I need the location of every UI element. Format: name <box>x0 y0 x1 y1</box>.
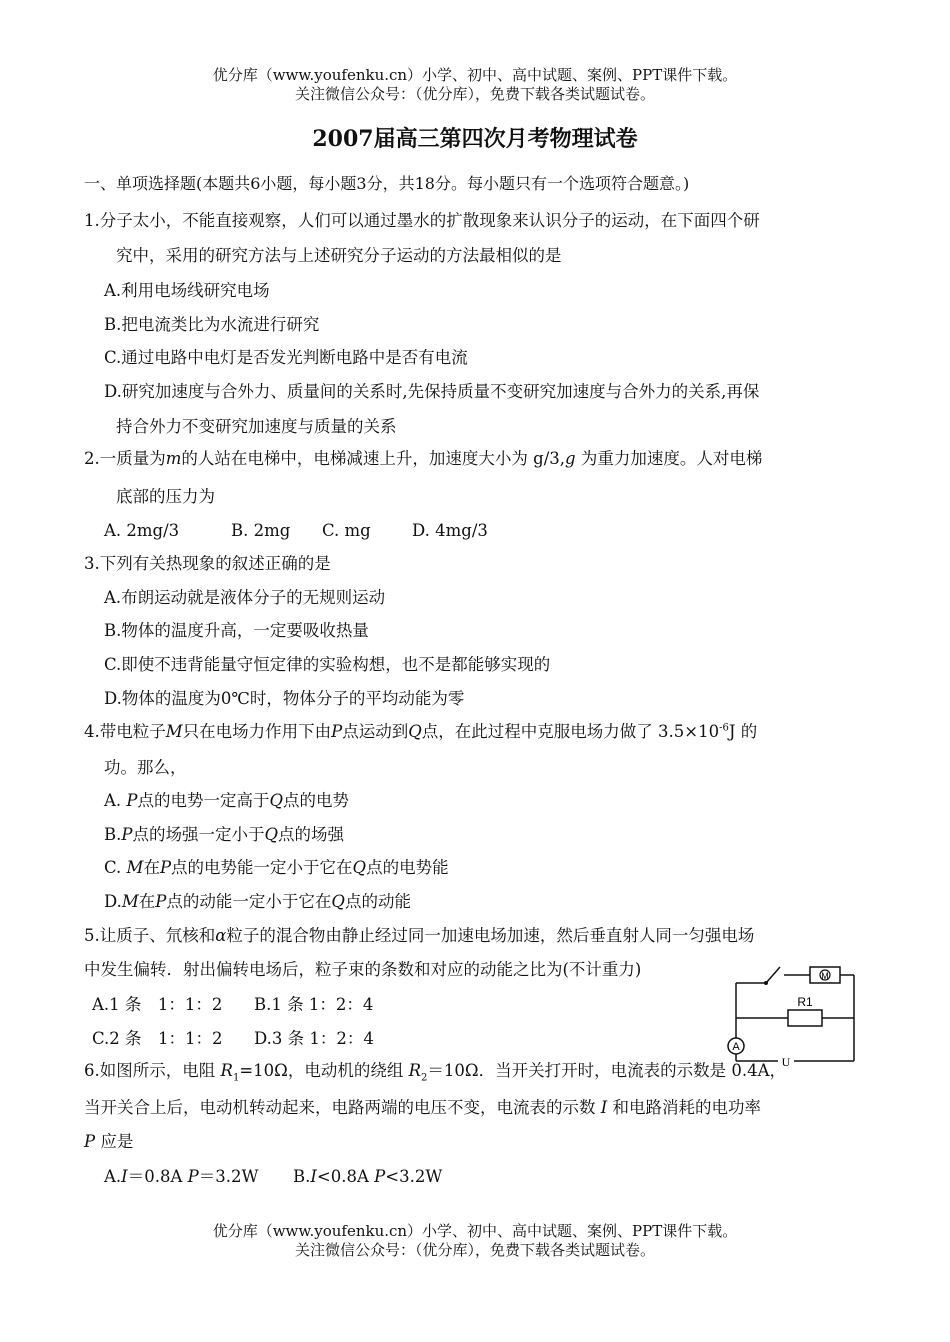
q6-ohm-2: Ω <box>464 1061 479 1080</box>
q6-text-b: =10 <box>239 1061 275 1080</box>
q4-stem-line2: 功。那么， <box>104 758 187 777</box>
q4-d-post: 点的动能 <box>344 892 411 911</box>
q4-c-mid1: 在 <box>143 858 160 877</box>
q6-a-post: ＝3.2W <box>198 1167 259 1186</box>
q6-var-i: I <box>600 1098 608 1117</box>
q4-var-q: Q <box>408 722 422 741</box>
q4-b-var-p: P <box>121 825 133 844</box>
resistor-label: R1 <box>797 995 813 1009</box>
q4-d-mid1: 在 <box>138 892 156 911</box>
q5-text-b: 粒子的混合物由静止经过同一加速电场加速，然后垂直射人同一匀强电场 <box>226 926 755 945</box>
q6-text-f: 当开关合上后，电动机转动起来，电路两端的电压不变，电流表的示数 <box>84 1098 601 1117</box>
q1-option-c: C.通过电路中电灯是否发光判断电路中是否有电流 <box>104 348 468 367</box>
circuit-diagram <box>718 955 868 1075</box>
q4-c-prefix: C. <box>104 858 127 877</box>
switch-blade <box>766 967 780 983</box>
q2-option-a: A. 2mg/3 <box>104 521 180 540</box>
q4-text-d: 点，在此过程中克服电场力做了 3.5×10 <box>421 722 720 741</box>
q4-d-var-q: Q <box>331 892 345 911</box>
q5-stem-line1 <box>84 925 754 947</box>
q4-option-c <box>104 857 449 879</box>
q5-text-a: 5.让质子、氘核和 <box>84 926 216 945</box>
q6-b-post: <3.2W <box>385 1167 443 1186</box>
q4-d-prefix: D. <box>104 892 122 911</box>
q4-b-var-q: Q <box>264 825 279 844</box>
q6-stem-line1 <box>84 1060 786 1082</box>
q5-option-d: D.3 条 1：2：4 <box>254 1029 374 1048</box>
q1-option-d-line2: 持合外力不变研究加速度与质量的关系 <box>116 417 397 436</box>
q4-d-mid2: 点的动能一定小于它在 <box>166 892 332 911</box>
q5-var-alpha: α <box>215 926 227 945</box>
q6-var-p: P <box>84 1132 96 1151</box>
q4-a-var-q: Q <box>269 791 284 810</box>
q6-text-a: 6.如图所示，电阻 <box>84 1061 221 1080</box>
q1-option-d-line1: D.研究加速度与合外力、质量间的关系时,先保持质量不变研究加速度与合外力的关系,再保 <box>104 382 760 401</box>
q2-stem-line2: 底部的压力为 <box>116 487 215 506</box>
q6-stem-line3 <box>84 1131 133 1153</box>
q6-a-var-i: I <box>121 1167 128 1186</box>
q1-option-a: A.利用电场线研究电场 <box>104 281 270 300</box>
exam-title: 2007届高三第四次月考物理试卷 <box>312 126 638 152</box>
q4-a-var-p: P <box>126 791 138 810</box>
q6-a-var-p: P <box>187 1167 199 1186</box>
header-line-1: 优分库（www.youfenku.cn）小学、初中、高中试题、案例、PPT课件下载。 <box>212 66 738 84</box>
q6-sub-2: 2 <box>421 1072 428 1084</box>
q4-option-d <box>104 891 411 913</box>
q2-var-g: g <box>565 449 576 468</box>
q4-d-var-m: M <box>121 892 139 911</box>
q4-var-p: P <box>331 722 343 741</box>
q6-b-prefix: B. <box>293 1167 311 1186</box>
q6-b-mid: <0.8A <box>316 1167 375 1186</box>
header-line-2: 关注微信公众号：（优分库），免费下载各类试题试卷。 <box>294 85 655 103</box>
ammeter-label: A <box>732 1041 740 1053</box>
q4-c-var-p: P <box>159 858 172 877</box>
q6-option-a <box>104 1166 258 1188</box>
page-footer <box>0 1222 950 1260</box>
q4-c-mid2: 点的电势能一定小于它在 <box>171 858 353 877</box>
q3-stem: 3.下列有关热现象的叙述正确的是 <box>84 554 331 573</box>
q3-option-a: A.布朗运动就是液体分子的无规则运动 <box>104 588 386 607</box>
q2-var-m: m <box>165 449 182 468</box>
q6-sub-1: 1 <box>232 1072 240 1084</box>
q4-a-prefix: A. <box>104 791 127 810</box>
footer-line-1: 优分库（www.youfenku.cn）小学、初中、高中试题、案例、PPT课件下载。 <box>212 1222 738 1240</box>
q6-a-prefix: A. <box>104 1167 122 1186</box>
q6-text-g: 和电路消耗的电功率 <box>607 1098 762 1117</box>
q4-option-b <box>104 824 344 846</box>
q4-b-post: 点的场强 <box>278 825 345 844</box>
q3-option-b: B.物体的温度升高，一定要吸收热量 <box>104 621 369 640</box>
motor-label: M <box>821 971 829 981</box>
q4-b-mid: 点的场强一定小于 <box>132 825 265 844</box>
q2-text-c: 为重力加速度。人对电梯 <box>575 449 763 468</box>
q6-ohm-1: Ω <box>274 1061 288 1080</box>
q2-text-a: 2.一质量为 <box>84 449 166 468</box>
q3-option-d: D.物体的温度为0℃时，物体分子的平均动能为零 <box>104 689 465 708</box>
q6-text-h: 应是 <box>95 1132 134 1151</box>
q6-a-mid: ＝0.8A <box>127 1167 188 1186</box>
q6-stem-line2 <box>84 1097 761 1119</box>
q6-text-d: ＝10 <box>427 1061 465 1080</box>
q4-var-m: M <box>165 722 183 741</box>
voltage-label: U <box>781 1055 791 1069</box>
resistor-box <box>788 1010 822 1026</box>
switch-pivot <box>764 981 768 985</box>
q6-b-var-i: I <box>310 1167 317 1186</box>
q4-stem-line1 <box>84 721 757 743</box>
q6-text-c: ，电动机的绕组 <box>287 1061 409 1080</box>
q4-d-var-p: P <box>155 892 167 911</box>
q4-b-prefix: B. <box>104 825 122 844</box>
q4-text-a: 4.带电粒子 <box>84 722 166 741</box>
q4-c-var-m: M <box>126 858 144 877</box>
page-header <box>0 66 950 104</box>
q2-text-b: 的人站在电梯中，电梯减速上升，加速度大小为 g/3, <box>181 449 566 468</box>
q2-option-d: D. 4mg/3 <box>412 521 488 540</box>
q2-option-b: B. 2mg <box>231 521 291 540</box>
q4-text-e: J 的 <box>728 722 758 741</box>
q2-stem-line1 <box>84 448 762 470</box>
q4-a-post: 点的电势 <box>283 791 350 810</box>
q6-var-r1: R <box>220 1061 233 1080</box>
q2-option-c: C. mg <box>322 521 371 540</box>
q4-text-c: 点运动到 <box>342 722 409 741</box>
q4-c-post: 点的电势能 <box>366 858 449 877</box>
q1-stem-line1: 1.分子太小，不能直接观察，人们可以通过墨水的扩散现象来认识分子的运动，在下面四个研 <box>84 211 760 230</box>
q3-option-c: C.即使不违背能量守恒定律的实验构想，也不是都能够实现的 <box>104 655 551 674</box>
q6-var-r2: R <box>408 1061 422 1080</box>
q4-text-b: 只在电场力作用下由 <box>182 722 332 741</box>
q1-option-b: B.把电流类比为水流进行研究 <box>104 315 320 334</box>
q4-a-mid: 点的电势一定高于 <box>137 791 270 810</box>
q5-option-b: B.1 条 1：2：4 <box>254 995 374 1014</box>
q4-c-var-q: Q <box>352 858 367 877</box>
q6-b-var-p: P <box>374 1167 386 1186</box>
q4-option-a <box>104 790 349 812</box>
q6-text-e: ．当开关打开时，电流表的示数是 0.4A， <box>478 1061 786 1080</box>
q4-exponent: -6 <box>719 722 729 734</box>
q5-stem-line2: 中发生偏转．射出偏转电场后，粒子束的条数和对应的动能之比为(不计重力) <box>84 960 642 979</box>
q5-option-a: A.1 条 1：1：2 <box>92 995 223 1014</box>
footer-line-2: 关注微信公众号：（优分库），免费下载各类试题试卷。 <box>294 1241 655 1259</box>
q1-stem-line2: 究中，采用的研究方法与上述研究分子运动的方法最相似的是 <box>116 246 562 265</box>
q6-option-b <box>293 1166 442 1188</box>
section-heading: 一、单项选择题(本题共6小题，每小题3分，共18分。每小题只有一个选项符合题意。) <box>84 174 690 193</box>
q5-option-c: C.2 条 1：1：2 <box>92 1029 223 1048</box>
